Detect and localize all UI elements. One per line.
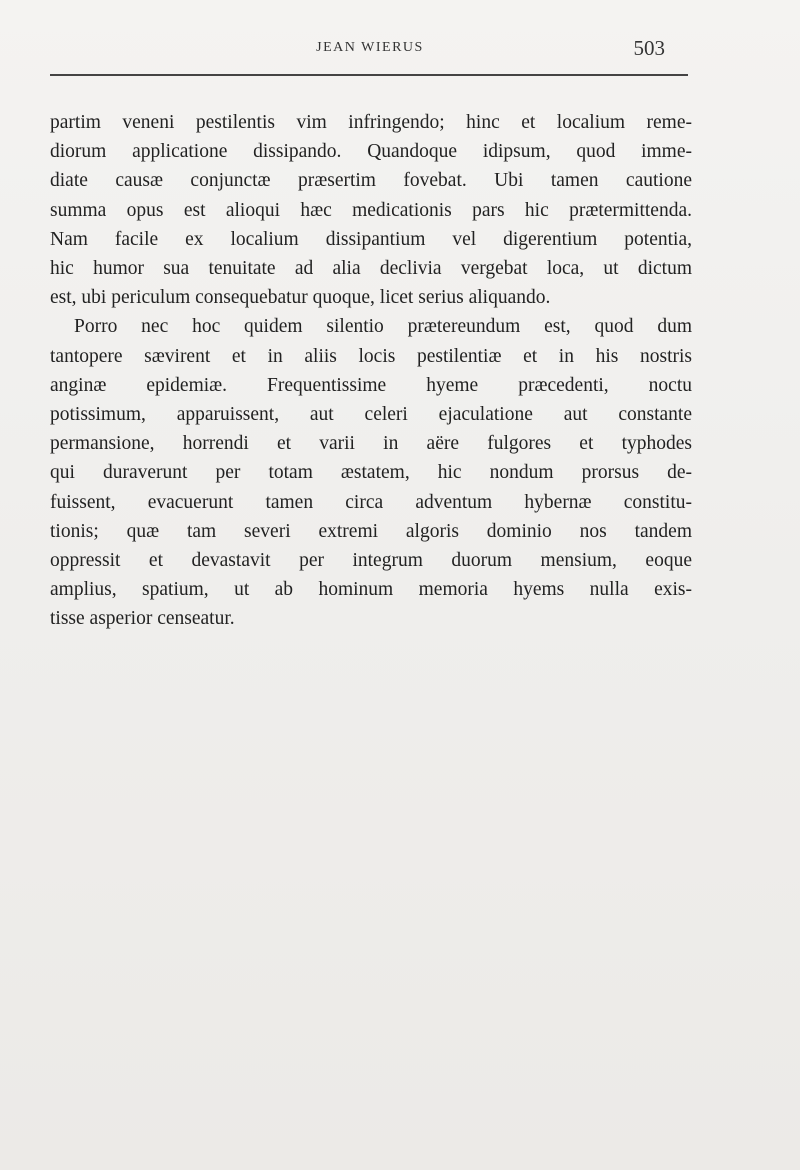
page-number: 503	[633, 36, 665, 60]
text-line: diorum applicatione dissipando. Quandoque idipsum, quod imme-	[50, 141, 692, 163]
text-line: partim veneni pestilentis vim infringendo; hinc et localium reme-	[50, 112, 692, 133]
text-line: tionis; quæ tam severi extremi algoris dominio nos tandem	[50, 520, 692, 542]
paragraph-start-line: Porro nec hoc quidem silentio prætereundum est, quod dum	[74, 316, 692, 338]
text-line: oppressit et devastavit per integrum duorum mensium, eoque	[50, 550, 692, 572]
text-line: potissimum, apparuissent, aut celeri ejaculatione aut constante	[50, 404, 692, 426]
text-line: anginæ epidemiæ. Frequentissime hyeme præcedenti, noctu	[50, 374, 692, 396]
text-line: diate causæ conjunctæ præsertim fovebat. Ubi tamen cautione	[50, 170, 692, 192]
text-line: permansione, horrendi et varii in aëre fulgores et typhodes	[50, 433, 692, 455]
body-text	[50, 108, 692, 634]
text-line: fuissent, evacuerunt tamen circa adventum hybernæ constitu-	[50, 491, 692, 513]
text-line: tisse asperior censeatur.	[50, 608, 235, 630]
text-line: qui duraverunt per totam æstatem, hic nondum prorsus de-	[50, 462, 692, 484]
header-rule	[50, 74, 688, 76]
text-line: summa opus est alioqui hæc medicationis pars hic prætermittenda.	[50, 199, 692, 221]
text-line: amplius, spatium, ut ab hominum memoria hyems nulla exis-	[50, 579, 692, 601]
text-line: est, ubi periculum consequebatur quoque, licet serius aliquando.	[50, 287, 551, 309]
text-line: Nam facile ex localium dissipantium vel digerentium potentia,	[50, 228, 692, 250]
running-title: JEAN WIERUS	[316, 40, 424, 55]
text-line: hic humor sua tenuitate ad alia declivia vergebat loca, ut dictum	[50, 258, 692, 280]
text-line: tantopere sævirent et in aliis locis pestilentiæ et in his nostris	[50, 345, 692, 367]
